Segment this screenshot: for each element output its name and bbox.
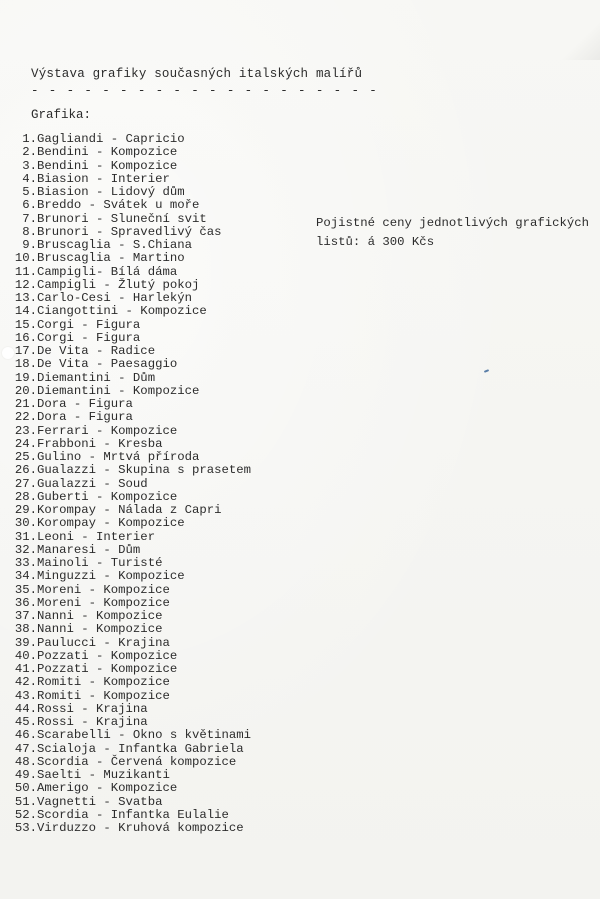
item-number: 49. — [14, 768, 37, 782]
item-number: 7. — [22, 211, 37, 226]
list-item — [0, 570, 251, 583]
item-number: 40. — [14, 648, 37, 663]
item-text: Corgi - Figura — [37, 317, 141, 332]
item-number: 52. — [14, 807, 37, 822]
list-item — [0, 703, 251, 716]
list-item — [0, 729, 251, 742]
item-number: 20. — [14, 383, 37, 398]
list-item — [0, 796, 251, 809]
item-text: Ciangottini - Kompozice — [37, 304, 207, 319]
item-number: 48. — [14, 754, 37, 769]
insurance-note — [316, 214, 589, 252]
item-number: 25. — [14, 450, 37, 464]
item-number: 36. — [14, 595, 37, 610]
paper-corner-shadow — [560, 0, 600, 60]
list-item — [0, 186, 251, 199]
item-text: Vagnetti - Svatba — [37, 794, 163, 809]
item-number: 15. — [14, 317, 37, 332]
item-number: 47. — [14, 741, 37, 756]
item-text: Rossi - Krajina — [37, 715, 148, 729]
item-number: 27. — [14, 476, 37, 491]
item-text: Scarabelli - Okno s květinami — [37, 728, 252, 743]
item-number: 12. — [14, 277, 37, 292]
item-text: Gulino - Mrtvá příroda — [37, 450, 200, 464]
item-text: Carlo-Cesi - Harlekýn — [37, 291, 192, 305]
item-text: Diemantini - Dům — [37, 370, 156, 385]
item-text: Bruscaglia - Martino — [37, 251, 185, 266]
item-text: Amerigo - Kompozice — [37, 781, 178, 796]
list-item — [0, 411, 251, 424]
list-item — [0, 425, 251, 438]
item-number: 22. — [14, 410, 37, 425]
list-item — [0, 451, 251, 464]
item-number: 21. — [14, 397, 37, 411]
item-number: 37. — [14, 609, 37, 623]
item-number: 4. — [22, 171, 37, 186]
item-number: 44. — [14, 701, 37, 716]
item-number: 16. — [14, 330, 37, 345]
item-number: 26. — [14, 463, 37, 478]
item-text: Corgi - Figura — [37, 330, 141, 345]
item-number: 43. — [14, 688, 37, 703]
title-underline: - - - - - - - - - - - - - - - - - - - - — [31, 84, 379, 98]
list-item — [0, 266, 251, 279]
list-item — [0, 690, 251, 703]
item-number: 51. — [14, 794, 37, 809]
item-text: Mainoli - Turisté — [37, 556, 163, 570]
item-number: 23. — [14, 423, 37, 438]
item-text: Guberti - Kompozice — [37, 489, 178, 504]
document-title: Výstava grafiky současných italských malířů — [31, 67, 363, 81]
list-item — [0, 623, 251, 636]
list-item — [0, 305, 251, 318]
list-item — [0, 385, 251, 398]
list-item — [0, 292, 251, 305]
item-number: 24. — [14, 436, 37, 451]
item-text: Minguzzi - Kompozice — [37, 569, 185, 584]
item-text: Pozzati - Kompozice — [37, 662, 178, 676]
item-text: Paulucci - Krajina — [37, 635, 170, 650]
item-text: Ferrari - Kompozice — [37, 423, 178, 438]
list-item — [0, 226, 251, 239]
item-text: Frabboni - Kresba — [37, 436, 163, 451]
list-item — [0, 584, 251, 597]
item-number: 46. — [14, 728, 37, 743]
list-item — [0, 199, 251, 212]
item-number: 14. — [14, 304, 37, 319]
item-number: 17. — [14, 344, 37, 358]
item-text: Brunori - Spravedlivý čas — [37, 224, 222, 239]
list-item — [0, 372, 251, 385]
item-number: 39. — [14, 635, 37, 650]
item-text: Manaresi - Dům — [37, 542, 141, 557]
item-text: De Vita - Radice — [37, 344, 156, 358]
item-text: Saelti - Muzikanti — [37, 768, 170, 782]
item-text: Brunori - Sluneční svit — [37, 211, 207, 226]
list-item — [0, 531, 251, 544]
list-item — [0, 358, 251, 371]
item-text: Nanni - Kompozice — [37, 609, 163, 623]
item-number: 13. — [14, 291, 37, 305]
list-item — [0, 491, 251, 504]
list-item — [0, 557, 251, 570]
list-item — [0, 279, 251, 292]
item-text: Gualazzi - Skupina s prasetem — [37, 463, 252, 478]
item-number: 32. — [14, 542, 37, 557]
list-item — [0, 252, 251, 265]
item-text: Bendini - Kompozice — [37, 145, 178, 160]
item-number: 9. — [22, 238, 37, 252]
list-item — [0, 478, 251, 491]
ink-speck — [484, 369, 489, 373]
item-text: Scordia - Infantka Eulalie — [37, 807, 229, 822]
item-text: Scialoja - Infantka Gabriela — [37, 741, 244, 756]
item-text: Moreni - Kompozice — [37, 582, 170, 597]
item-number: 18. — [14, 357, 37, 372]
insurance-note-line-1: Pojistné ceny jednotlivých grafických — [316, 216, 590, 230]
item-number: 2. — [22, 145, 37, 160]
item-text: Moreni - Kompozice — [37, 595, 170, 610]
list-item — [0, 650, 251, 663]
item-number: 31. — [14, 529, 37, 544]
list-item — [0, 597, 251, 610]
item-number: 50. — [14, 781, 37, 796]
item-number: 3. — [22, 158, 37, 173]
item-number: 53. — [14, 821, 37, 835]
item-text: Pozzati - Kompozice — [37, 648, 178, 663]
item-number: 41. — [14, 662, 37, 676]
item-number: 29. — [14, 503, 37, 517]
list-item — [0, 332, 251, 345]
item-text: Bruscaglia - S.Chiana — [37, 238, 192, 252]
item-number: 33. — [14, 556, 37, 570]
item-text: Rossi - Krajina — [37, 701, 148, 716]
item-text: Dora - Figura — [37, 397, 133, 411]
list-item — [0, 676, 251, 689]
item-text: Nanni - Kompozice — [37, 622, 163, 637]
item-text: Gualazzi - Soud — [37, 476, 148, 491]
list-item — [0, 822, 251, 835]
item-number: 35. — [14, 582, 37, 597]
list-item — [0, 756, 251, 769]
list-item — [0, 637, 251, 650]
list-item — [0, 438, 251, 451]
list-item — [0, 809, 251, 822]
item-number: 11. — [14, 264, 37, 279]
item-text: Diemantini - Kompozice — [37, 383, 200, 398]
list-item — [0, 663, 251, 676]
section-heading: Grafika: — [31, 108, 92, 122]
item-number: 45. — [14, 715, 37, 729]
item-text: Biasion - Lidový dům — [37, 185, 185, 199]
list-item — [0, 398, 251, 411]
item-text: Campigli- Bílá dáma — [37, 264, 178, 279]
artwork-list — [0, 133, 251, 835]
insurance-note-line-2: listů: á 300 Kčs — [316, 235, 435, 249]
item-number: 42. — [14, 675, 37, 690]
list-item — [0, 146, 251, 159]
item-text: Gagliandi - Capricio — [37, 132, 185, 146]
list-item — [0, 544, 251, 557]
item-number: 30. — [14, 516, 37, 531]
item-number: 8. — [22, 224, 37, 239]
list-item — [0, 610, 251, 623]
item-text: Korompay - Nálada z Capri — [37, 503, 222, 517]
item-number: 28. — [14, 489, 37, 504]
item-text: De Vita - Paesaggio — [37, 357, 178, 372]
list-item — [0, 517, 251, 530]
item-number: 6. — [22, 198, 37, 213]
item-number: 19. — [14, 370, 37, 385]
item-text: Bendini - Kompozice — [37, 158, 178, 173]
list-item — [0, 504, 251, 517]
list-item — [0, 319, 251, 332]
item-number: 5. — [22, 185, 37, 199]
list-item — [0, 464, 251, 477]
list-item — [0, 743, 251, 756]
list-item — [0, 782, 251, 795]
list-item — [0, 160, 251, 173]
list-item — [0, 213, 251, 226]
item-number: 1. — [22, 132, 37, 146]
item-text: Virduzzo - Kruhová kompozice — [37, 821, 244, 835]
item-text: Breddo - Svátek u moře — [37, 198, 200, 213]
item-text: Scordia - Červená kompozice — [37, 754, 237, 769]
item-text: Leoni - Interier — [37, 529, 156, 544]
list-item — [0, 173, 251, 186]
list-item — [0, 133, 251, 146]
item-text: Campigli - Žlutý pokoj — [37, 277, 200, 292]
item-number: 10. — [14, 251, 37, 266]
item-text: Romiti - Kompozice — [37, 675, 170, 690]
item-number: 38. — [14, 622, 37, 637]
item-number: 34. — [14, 569, 37, 584]
list-item — [0, 716, 251, 729]
list-item — [0, 239, 251, 252]
item-text: Dora - Figura — [37, 410, 133, 425]
list-item — [0, 769, 251, 782]
item-text: Korompay - Kompozice — [37, 516, 185, 531]
list-item — [0, 345, 251, 358]
item-text: Romiti - Kompozice — [37, 688, 170, 703]
item-text: Biasion - Interier — [37, 171, 170, 186]
